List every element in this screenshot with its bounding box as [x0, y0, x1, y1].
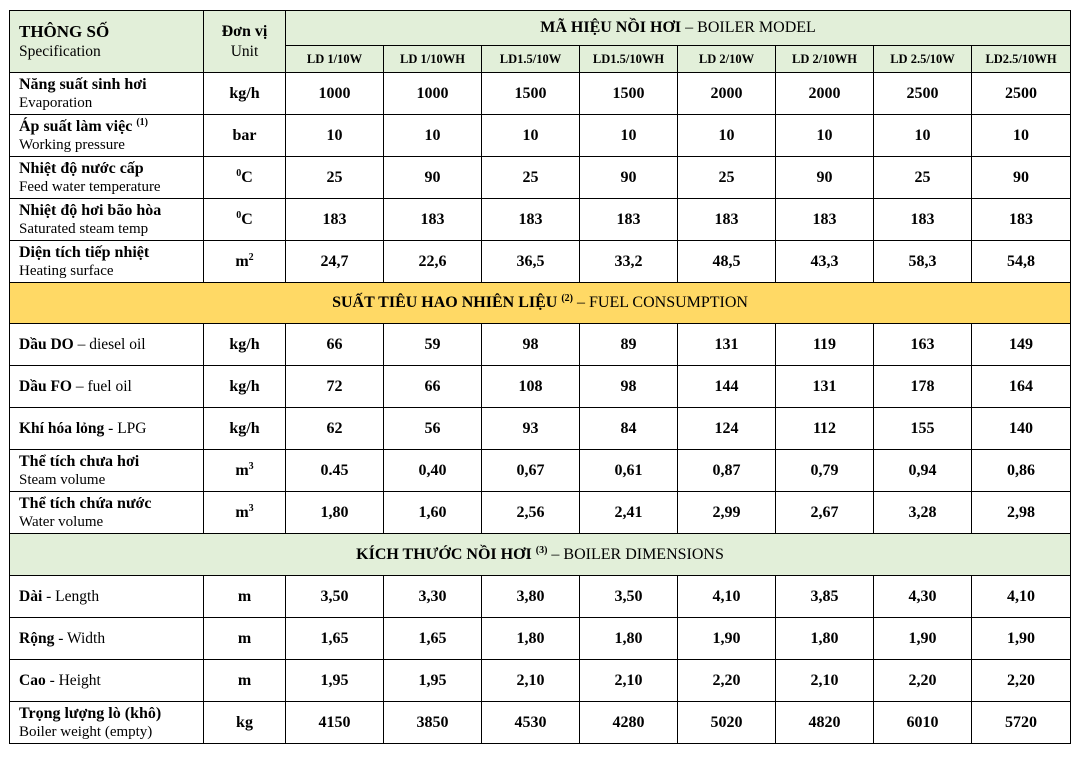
unit-cell	[204, 618, 286, 660]
table-row	[10, 702, 1071, 744]
unit-cell	[204, 450, 286, 492]
value-cell: 0.45	[286, 450, 384, 492]
value-cell: 1,65	[286, 618, 384, 660]
value-cell: 1,90	[972, 618, 1071, 660]
spec-cell	[10, 450, 204, 492]
unit-text: kg/h	[229, 419, 260, 437]
model-header-cell: LD 1/10WH	[384, 46, 482, 73]
header-row	[10, 11, 1071, 46]
value-cell: 43,3	[776, 241, 874, 283]
boiler-model-header-en: BOILER MODEL	[697, 19, 816, 36]
spec-label-vi	[19, 243, 203, 262]
value-cell: 119	[776, 324, 874, 366]
value-cell: 10	[580, 115, 678, 157]
value-cell: 131	[678, 324, 776, 366]
spec-label-vi	[19, 159, 203, 178]
value-cell: 56	[384, 408, 482, 450]
value-cell: 2,20	[678, 660, 776, 702]
model-header-cell: LD1.5/10W	[482, 46, 580, 73]
unit-text: m	[235, 461, 249, 479]
spec-cell	[10, 660, 204, 702]
table-row	[10, 241, 1071, 283]
unit-text: kg/h	[229, 377, 260, 395]
value-cell: 1,80	[776, 618, 874, 660]
value-cell: 2,99	[678, 492, 776, 534]
value-cell: 2500	[874, 73, 972, 115]
value-cell: 4,30	[874, 576, 972, 618]
value-cell: 1000	[286, 73, 384, 115]
value-cell: 90	[776, 157, 874, 199]
value-cell: 1,90	[678, 618, 776, 660]
spec-label-vi	[19, 494, 203, 513]
value-cell: 3,28	[874, 492, 972, 534]
section-fuel-rows	[10, 324, 1071, 534]
spec-label-vi	[19, 117, 203, 136]
value-cell: 48,5	[678, 241, 776, 283]
spec-label-vi-text: Nhiệt độ nước cấp	[19, 159, 144, 177]
value-cell: 5020	[678, 702, 776, 744]
value-cell: 1000	[384, 73, 482, 115]
value-cell: 1,60	[384, 492, 482, 534]
value-cell: 2000	[776, 73, 874, 115]
spec-label-vi-text: Năng suất sinh hơi	[19, 75, 147, 93]
spec-cell	[10, 241, 204, 283]
spec-cell	[10, 115, 204, 157]
value-cell: 1,65	[384, 618, 482, 660]
model-header-cell: LD 2/10W	[678, 46, 776, 73]
spec-label-vi-text: Diện tích tiếp nhiệt	[19, 243, 150, 261]
unit-cell	[204, 660, 286, 702]
value-cell: 25	[482, 157, 580, 199]
value-cell: 90	[580, 157, 678, 199]
value-cell: 124	[678, 408, 776, 450]
value-cell: 1500	[482, 73, 580, 115]
boiler-model-header-sep: –	[681, 19, 698, 36]
value-cell: 3850	[384, 702, 482, 744]
spec-label-en: - Width	[54, 629, 106, 647]
fuel-banner-row	[10, 283, 1071, 324]
value-cell: 1,95	[384, 660, 482, 702]
value-cell: 183	[482, 199, 580, 241]
unit-exponent: 2	[248, 251, 254, 263]
value-cell: 84	[580, 408, 678, 450]
dimensions-banner-vi: KÍCH THƯỚC NỒI HƠI	[356, 545, 536, 563]
model-header-cell: LD 2.5/10W	[874, 46, 972, 73]
specification-header-vi: THÔNG SỐ	[19, 21, 110, 41]
spec-label-en: Water volume	[19, 513, 104, 530]
spec-label-vi	[19, 75, 203, 94]
boiler-model-header-vi: MÃ HIỆU NỒI HƠI	[540, 19, 682, 36]
spec-cell	[10, 492, 204, 534]
value-cell: 72	[286, 366, 384, 408]
fuel-banner-note: (2)	[561, 293, 573, 304]
model-header-cell: LD2.5/10WH	[972, 46, 1071, 73]
unit-text: C	[241, 168, 253, 186]
spec-label-vi: Dầu FO	[19, 377, 72, 395]
spec-label-vi-text: Trọng lượng lò (khô)	[19, 704, 162, 722]
unit-text: m	[235, 252, 249, 270]
value-cell: 149	[972, 324, 1071, 366]
dimensions-banner-note: (3)	[535, 544, 548, 556]
spec-label-en: Boiler weight (empty)	[19, 723, 153, 740]
unit-prefix-sup: 0	[236, 209, 242, 221]
value-cell: 3,30	[384, 576, 482, 618]
value-cell: 4150	[286, 702, 384, 744]
value-cell: 4,10	[678, 576, 776, 618]
unit-prefix-sup: 0	[236, 167, 242, 179]
spec-label-vi	[19, 452, 203, 471]
value-cell: 22,6	[384, 241, 482, 283]
spec-cell	[10, 366, 204, 408]
value-cell: 108	[482, 366, 580, 408]
unit-text: m	[235, 503, 249, 521]
unit-cell	[204, 492, 286, 534]
boiler-model-header	[286, 11, 1071, 46]
unit-header-vi: Đơn vị	[221, 22, 268, 40]
table-row	[10, 366, 1071, 408]
value-cell: 54,8	[972, 241, 1071, 283]
specification-header	[10, 11, 204, 73]
value-cell: 183	[384, 199, 482, 241]
boiler-dimensions-banner	[10, 534, 1071, 576]
value-cell: 164	[972, 366, 1071, 408]
table-row	[10, 408, 1071, 450]
spec-note: (1)	[136, 116, 148, 128]
value-cell: 1,80	[286, 492, 384, 534]
unit-text: C	[241, 210, 253, 228]
value-cell: 93	[482, 408, 580, 450]
spec-label-en: – fuel oil	[71, 377, 132, 395]
spec-cell	[10, 324, 204, 366]
value-cell: 183	[286, 199, 384, 241]
unit-text: m	[237, 671, 252, 689]
unit-cell	[204, 73, 286, 115]
value-cell: 10	[384, 115, 482, 157]
value-cell: 66	[384, 366, 482, 408]
unit-header	[204, 11, 286, 73]
value-cell: 183	[776, 199, 874, 241]
spec-label-en: - Height	[45, 671, 101, 689]
value-cell: 10	[972, 115, 1071, 157]
unit-text: bar	[232, 126, 257, 144]
table-row	[10, 199, 1071, 241]
value-cell: 0,79	[776, 450, 874, 492]
spec-cell	[10, 576, 204, 618]
value-cell: 2,10	[776, 660, 874, 702]
value-cell: 66	[286, 324, 384, 366]
value-cell: 0,61	[580, 450, 678, 492]
value-cell: 2,41	[580, 492, 678, 534]
value-cell: 5720	[972, 702, 1071, 744]
value-cell: 90	[384, 157, 482, 199]
spec-label-en: – diesel oil	[73, 335, 146, 353]
spec-cell	[10, 702, 204, 744]
unit-cell	[204, 199, 286, 241]
spec-label-vi-text: Áp suất làm việc	[19, 117, 137, 135]
value-cell: 1,95	[286, 660, 384, 702]
spec-cell	[10, 618, 204, 660]
value-cell: 10	[776, 115, 874, 157]
specification-header-en: Specification	[19, 42, 101, 60]
value-cell: 1,80	[580, 618, 678, 660]
spec-cell	[10, 73, 204, 115]
value-cell: 0,94	[874, 450, 972, 492]
model-header-cell: LD1.5/10WH	[580, 46, 678, 73]
value-cell: 90	[972, 157, 1071, 199]
value-cell: 89	[580, 324, 678, 366]
value-cell: 2,10	[482, 660, 580, 702]
value-cell: 183	[678, 199, 776, 241]
section-dimensions-rows	[10, 576, 1071, 744]
unit-text: kg	[236, 713, 253, 731]
value-cell: 2500	[972, 73, 1071, 115]
spec-label-vi	[19, 704, 203, 723]
value-cell: 0,40	[384, 450, 482, 492]
value-cell: 2,67	[776, 492, 874, 534]
value-cell: 1,80	[482, 618, 580, 660]
table-row	[10, 73, 1071, 115]
spec-label-vi	[19, 201, 203, 220]
value-cell: 183	[874, 199, 972, 241]
spec-label-vi-text: Nhiệt độ hơi bão hòa	[19, 201, 162, 219]
value-cell: 2000	[678, 73, 776, 115]
fuel-banner-en: – FUEL CONSUMPTION	[573, 294, 748, 311]
unit-cell	[204, 702, 286, 744]
value-cell: 144	[678, 366, 776, 408]
unit-text: kg/h	[229, 84, 260, 102]
value-cell: 155	[874, 408, 972, 450]
spec-label-en: Saturated steam temp	[19, 220, 149, 237]
unit-text: m	[237, 587, 252, 605]
table-row	[10, 157, 1071, 199]
value-cell: 3,80	[482, 576, 580, 618]
table-row	[10, 618, 1071, 660]
model-header-cell: LD 1/10W	[286, 46, 384, 73]
value-cell: 58,3	[874, 241, 972, 283]
boiler-spec-table	[9, 10, 1071, 744]
value-cell: 24,7	[286, 241, 384, 283]
spec-label-en: Steam volume	[19, 471, 106, 488]
table-row	[10, 450, 1071, 492]
value-cell: 2,56	[482, 492, 580, 534]
fuel-consumption-banner	[10, 283, 1071, 324]
unit-header-en: Unit	[230, 42, 259, 60]
value-cell: 2,10	[580, 660, 678, 702]
spec-label-vi: Rộng	[19, 629, 55, 647]
table-row	[10, 660, 1071, 702]
value-cell: 98	[580, 366, 678, 408]
value-cell: 131	[776, 366, 874, 408]
spec-label-vi-text: Thể tích chưa hơi	[19, 452, 140, 470]
spec-label-en: Heating surface	[19, 262, 114, 279]
table-row	[10, 492, 1071, 534]
unit-cell	[204, 241, 286, 283]
unit-cell	[204, 408, 286, 450]
value-cell: 98	[482, 324, 580, 366]
value-cell: 6010	[874, 702, 972, 744]
unit-cell	[204, 366, 286, 408]
unit-cell	[204, 576, 286, 618]
value-cell: 3,50	[286, 576, 384, 618]
unit-text: kg/h	[229, 335, 260, 353]
section-fuel	[10, 283, 1071, 324]
value-cell: 4820	[776, 702, 874, 744]
spec-label-en: - LPG	[104, 419, 147, 437]
value-cell: 25	[678, 157, 776, 199]
value-cell: 112	[776, 408, 874, 450]
value-cell: 36,5	[482, 241, 580, 283]
spec-label-en: - Length	[42, 587, 100, 605]
spec-label-vi-text: Thể tích chứa nước	[19, 494, 152, 512]
section-dimensions	[10, 534, 1071, 576]
spec-label-en: Feed water temperature	[19, 178, 161, 195]
unit-cell	[204, 324, 286, 366]
spec-cell	[10, 199, 204, 241]
value-cell: 25	[874, 157, 972, 199]
spec-cell	[10, 408, 204, 450]
unit-exponent: 3	[248, 502, 254, 514]
value-cell: 25	[286, 157, 384, 199]
value-cell: 10	[286, 115, 384, 157]
value-cell: 0,67	[482, 450, 580, 492]
dimensions-banner-en: – BOILER DIMENSIONS	[547, 545, 724, 563]
spec-label-en: Evaporation	[19, 94, 93, 111]
value-cell: 183	[580, 199, 678, 241]
table-row	[10, 576, 1071, 618]
value-cell: 10	[482, 115, 580, 157]
value-cell: 0,86	[972, 450, 1071, 492]
value-cell: 1,90	[874, 618, 972, 660]
value-cell: 2,98	[972, 492, 1071, 534]
value-cell: 33,2	[580, 241, 678, 283]
unit-cell	[204, 157, 286, 199]
value-cell: 62	[286, 408, 384, 450]
value-cell: 4,10	[972, 576, 1071, 618]
unit-cell	[204, 115, 286, 157]
value-cell: 140	[972, 408, 1071, 450]
value-cell: 10	[874, 115, 972, 157]
unit-exponent: 3	[248, 460, 254, 472]
value-cell: 10	[678, 115, 776, 157]
value-cell: 3,50	[580, 576, 678, 618]
value-cell: 4530	[482, 702, 580, 744]
value-cell: 4280	[580, 702, 678, 744]
spec-label-vi: Cao	[19, 671, 46, 689]
spec-label-vi: Dầu DO	[19, 335, 74, 353]
value-cell: 3,85	[776, 576, 874, 618]
value-cell: 0,87	[678, 450, 776, 492]
fuel-banner-vi: SUẤT TIÊU HAO NHIÊN LIỆU	[332, 294, 562, 311]
spec-label-en: Working pressure	[19, 136, 125, 153]
spec-label-vi: Khí hóa lỏng	[19, 419, 105, 437]
section-general	[10, 73, 1071, 283]
model-header-cell: LD 2/10WH	[776, 46, 874, 73]
dimensions-banner-row	[10, 534, 1071, 576]
spec-cell	[10, 157, 204, 199]
value-cell: 59	[384, 324, 482, 366]
table-row	[10, 115, 1071, 157]
unit-text: m	[237, 629, 252, 647]
spec-label-vi: Dài	[19, 587, 43, 605]
value-cell: 183	[972, 199, 1071, 241]
value-cell: 2,20	[972, 660, 1071, 702]
value-cell: 2,20	[874, 660, 972, 702]
table-row	[10, 324, 1071, 366]
value-cell: 178	[874, 366, 972, 408]
value-cell: 163	[874, 324, 972, 366]
value-cell: 1500	[580, 73, 678, 115]
